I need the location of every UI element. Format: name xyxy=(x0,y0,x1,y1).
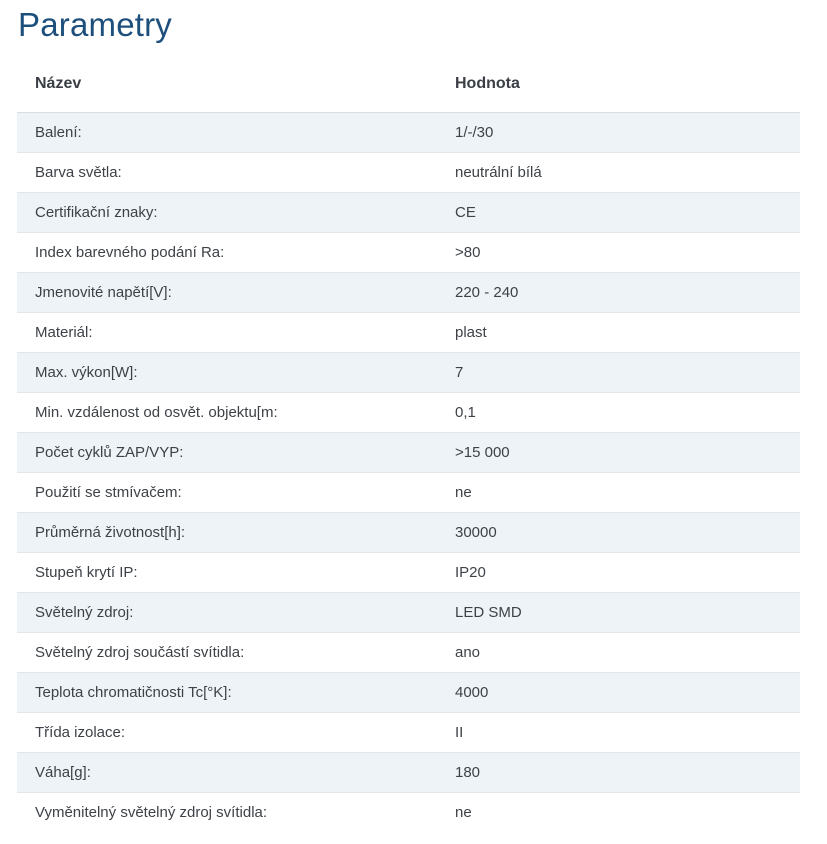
parameter-name: Certifikační znaky: xyxy=(17,193,437,233)
parameter-value: ano xyxy=(437,633,800,673)
table-row xyxy=(17,313,800,353)
parameter-value: ne xyxy=(437,473,800,513)
parameter-value: II xyxy=(437,713,800,753)
table-row xyxy=(17,753,800,793)
parameter-name: Světelný zdroj součástí svítidla: xyxy=(17,633,437,673)
table-body xyxy=(17,113,800,833)
table-row xyxy=(17,473,800,513)
parameter-value: 0,1 xyxy=(437,393,800,433)
parameter-value: >15 000 xyxy=(437,433,800,473)
parameter-value: plast xyxy=(437,313,800,353)
parameter-name: Použití se stmívačem: xyxy=(17,473,437,513)
table-row xyxy=(17,713,800,753)
parameter-name: Barva světla: xyxy=(17,153,437,193)
parameter-name: Materiál: xyxy=(17,313,437,353)
parameter-value: 180 xyxy=(437,753,800,793)
table-row xyxy=(17,793,800,833)
table-row xyxy=(17,193,800,233)
parameter-name: Vyměnitelný světelný zdroj svítidla: xyxy=(17,793,437,833)
parameter-name: Balení: xyxy=(17,113,437,153)
table-row xyxy=(17,353,800,393)
parameter-name: Průměrná životnost[h]: xyxy=(17,513,437,553)
parameter-value: 4000 xyxy=(437,673,800,713)
parameter-name: Světelný zdroj: xyxy=(17,593,437,633)
parameter-value: CE xyxy=(437,193,800,233)
parameter-name: Počet cyklů ZAP/VYP: xyxy=(17,433,437,473)
table-header-row xyxy=(17,56,800,113)
parameter-value: neutrální bílá xyxy=(437,153,800,193)
table-row xyxy=(17,153,800,193)
page-title: Parametry xyxy=(18,6,173,43)
table-row xyxy=(17,553,800,593)
column-header-value: Hodnota xyxy=(437,56,800,113)
parameter-name: Index barevného podání Ra: xyxy=(17,233,437,273)
parameter-value: IP20 xyxy=(437,553,800,593)
parameter-name: Max. výkon[W]: xyxy=(17,353,437,393)
parameter-name: Váha[g]: xyxy=(17,753,437,793)
table-row xyxy=(17,273,800,313)
parameter-name: Jmenovité napětí[V]: xyxy=(17,273,437,313)
parameter-name: Teplota chromatičnosti Tc[°K]: xyxy=(17,673,437,713)
table-row xyxy=(17,113,800,153)
table-row xyxy=(17,633,800,673)
column-header-name: Název xyxy=(17,56,437,113)
table-row xyxy=(17,673,800,713)
parameter-name: Stupeň krytí IP: xyxy=(17,553,437,593)
parameter-value: 30000 xyxy=(437,513,800,553)
parameters-table xyxy=(17,56,800,832)
parameter-value: LED SMD xyxy=(437,593,800,633)
table-row xyxy=(17,513,800,553)
parameter-value: >80 xyxy=(437,233,800,273)
parameter-value: 220 - 240 xyxy=(437,273,800,313)
table-row xyxy=(17,593,800,633)
parameter-value: 7 xyxy=(437,353,800,393)
parameter-name: Třída izolace: xyxy=(17,713,437,753)
table-row xyxy=(17,233,800,273)
parameter-name: Min. vzdálenost od osvět. objektu[m: xyxy=(17,393,437,433)
parameter-value: 1/-/30 xyxy=(437,113,800,153)
table-row xyxy=(17,433,800,473)
table-header xyxy=(17,56,800,113)
parameter-value: ne xyxy=(437,793,800,833)
table-row xyxy=(17,393,800,433)
